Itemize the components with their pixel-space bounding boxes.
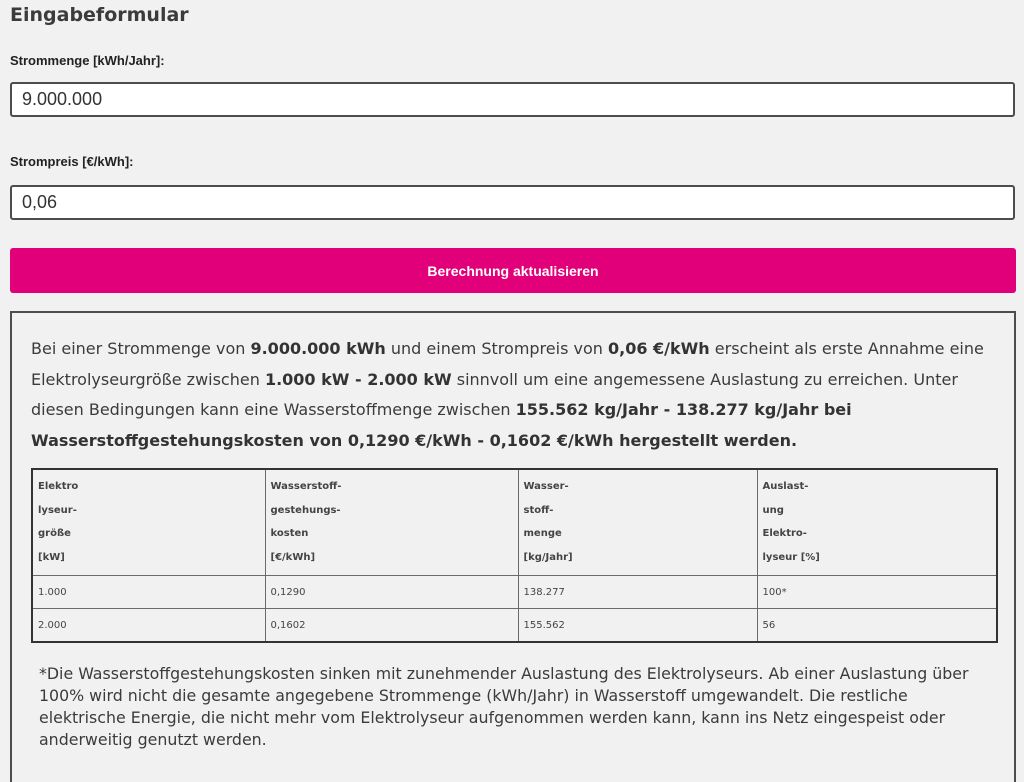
header-line: kosten bbox=[270, 528, 309, 539]
table-cell: 56 bbox=[757, 609, 997, 643]
header-line: Auslast- bbox=[762, 481, 809, 492]
summary-text: erscheint als erste Annahme eine Elektrolyseurgröße zwischen bbox=[31, 339, 984, 389]
header-production-cost bbox=[265, 469, 518, 576]
table-cell: 1.000 bbox=[32, 576, 265, 609]
header-line: gestehungs- bbox=[270, 504, 341, 516]
summary-text: und einem Strompreis von bbox=[385, 339, 608, 358]
form-title: Eingabeformular bbox=[10, 4, 189, 26]
table-cell: 0,1602 bbox=[265, 609, 518, 643]
header-electrolyser-size bbox=[32, 469, 265, 576]
table-cell: 155.562 bbox=[518, 609, 757, 643]
header-line: lyseur [%] bbox=[762, 551, 820, 563]
summary-size-range: 1.000 kW - 2.000 kW bbox=[264, 369, 452, 389]
header-line: Wasserstoff- bbox=[270, 481, 342, 492]
update-calculation-button[interactable]: Berechnung aktualisieren bbox=[10, 248, 1016, 293]
header-line: größe bbox=[38, 528, 71, 539]
header-line: [€/kWh] bbox=[270, 551, 316, 563]
header-line: Wasser- bbox=[523, 481, 569, 492]
power-amount-label: Strommenge [kWh/Jahr]: bbox=[10, 53, 165, 68]
header-hydrogen-amount bbox=[518, 469, 757, 576]
header-line: [kW] bbox=[38, 551, 65, 563]
table-cell: 0,1290 bbox=[265, 576, 518, 609]
power-price-input[interactable] bbox=[10, 185, 1015, 220]
table-cell: 2.000 bbox=[32, 609, 265, 643]
summary-text: Bei einer Strommenge von bbox=[31, 339, 251, 358]
table-row bbox=[32, 576, 997, 609]
power-amount-input[interactable] bbox=[10, 82, 1015, 117]
header-line: lyseur- bbox=[38, 504, 77, 516]
result-panel bbox=[10, 311, 1016, 782]
header-line: ung bbox=[762, 504, 784, 516]
table-header-row bbox=[32, 469, 997, 576]
header-line: Elektro- bbox=[762, 528, 807, 539]
summary-text: sinnvoll um eine angemessene Auslastung zu erreichen. Unter diesen Bedingungen kann eine Wasserstoffmenge zwischen bbox=[31, 369, 958, 419]
result-table bbox=[31, 468, 998, 643]
header-line: menge bbox=[523, 528, 562, 539]
result-summary bbox=[31, 334, 991, 456]
summary-conclusion: 155.562 kg/Jahr - 138.277 kg/Jahr bei Wasserstoffgestehungskosten von 0,1290 €/kWh - 0,1602 €/kWh hergestellt werden. bbox=[31, 400, 852, 450]
header-line: stoff- bbox=[523, 504, 554, 516]
header-line: Elektro bbox=[38, 481, 79, 492]
summary-amount: 9.000.000 kWh bbox=[250, 339, 386, 358]
footnote: *Die Wasserstoffgestehungskosten sinken mit zunehmender Auslastung des Elektrolyseurs. Ab einer Auslastung über 100% wird nicht die gesamte angegebene Strommenge (kWh/Jahr) in Wasserstoff umgewandelt. Die restliche elektrische Energie, die nicht mehr vom Elektrolyseur aufgenommen werden kann, kann ins Netz eingespeist oder anderweitig genutzt werden. bbox=[39, 664, 969, 749]
power-price-label: Strompreis [€/kWh]: bbox=[10, 154, 134, 169]
table-row bbox=[32, 609, 997, 643]
table-cell: 100* bbox=[757, 576, 997, 609]
summary-price: 0,06 €/kWh bbox=[607, 339, 710, 358]
header-line: [kg/Jahr] bbox=[523, 551, 573, 563]
table-cell: 138.277 bbox=[518, 576, 757, 609]
header-utilization bbox=[757, 469, 997, 576]
